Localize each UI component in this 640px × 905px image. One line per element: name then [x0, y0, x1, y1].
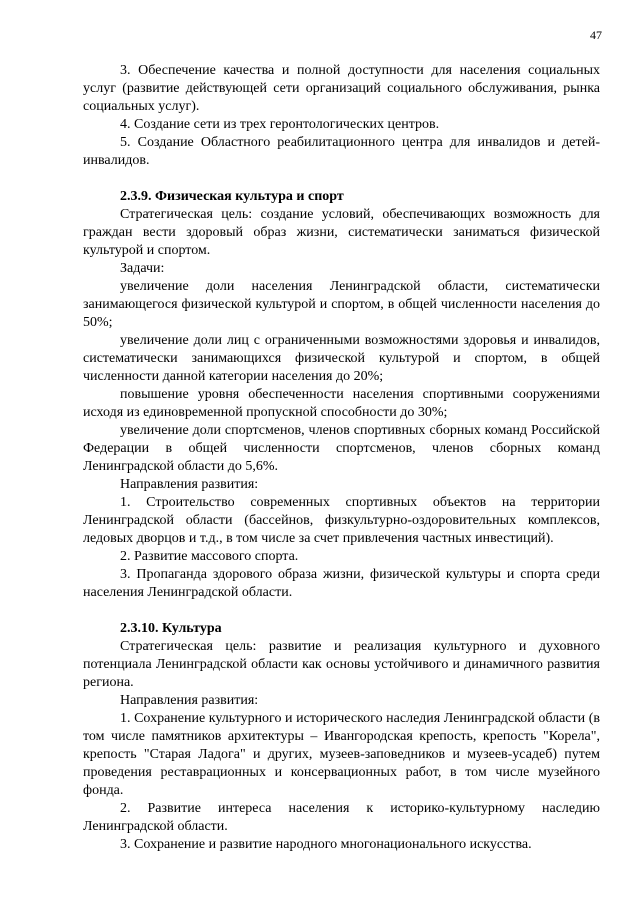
strategic-goal: Стратегическая цель: развитие и реализация культурного и духовного потенциала Ленинградской области как основы устойчивого и динамичного развития региона.: [83, 639, 600, 690]
list-item: повышение уровня обеспеченности населения спортивными сооружениями исходя из единовременной пропускной способности до 30%;: [83, 387, 600, 420]
list-item: 5. Создание Областного реабилитационного центра для инвалидов и детей-инвалидов.: [83, 135, 600, 168]
list-item: увеличение доли спортсменов, членов спортивных сборных команд Российской Федерации в общей численности спортсменов, членов сборных команд Ленинградской области до 5,6%.: [83, 423, 600, 474]
directions-label: Направления развития:: [120, 693, 259, 708]
strategic-goal: Стратегическая цель: создание условий, обеспечивающих возможность для граждан вести здоровый образ жизни, систематически заниматься физической культурой и спортом.: [83, 207, 600, 258]
page-number: 47: [590, 28, 602, 42]
list-item: 1. Строительство современных спортивных объектов на территории Ленинградской области (бассейнов, физкультурно-оздоровительных комплексов, ледовых дворцов и т.д., в том числе за счет привлечения частных инвестиций).: [83, 495, 600, 546]
list-item: 3. Сохранение и развитие народного многонационального искусства.: [120, 837, 532, 852]
section-heading-sport: 2.3.9. Физическая культура и спорт: [120, 189, 344, 204]
spacer: [83, 170, 600, 188]
list-item: 1. Сохранение культурного и исторического наследия Ленинградской области (в том числе памятников архитектуры – Ивангородская крепость, крепость "Корела", крепость "Старая Ладога" и других, музеев-заповедников и музеев-усадеб) путем проведения реставрационных и консервационных работ, в том числе музейного фонда.: [83, 711, 600, 798]
list-item: 3. Пропаганда здорового образа жизни, физической культуры и спорта среди населения Ленинградской области.: [83, 567, 600, 600]
list-item: 3. Обеспечение качества и полной доступности для населения социальных услуг (развитие действующей сети организаций социального обслуживания, рынка социальных услуг).: [83, 63, 600, 114]
section-heading-culture: 2.3.10. Культура: [120, 621, 222, 636]
tasks-label: Задачи:: [120, 261, 165, 276]
list-item: 2. Развитие интереса населения к историко-культурному наследию Ленинградской области.: [83, 801, 600, 834]
list-item: увеличение доли населения Ленинградской области, систематически занимающегося физической культурой и спортом, в общей численности населения до 50%;: [83, 279, 600, 330]
directions-label: Направления развития:: [120, 477, 259, 492]
document-body: [83, 62, 600, 854]
list-item: 4. Создание сети из трех геронтологических центров.: [120, 117, 440, 132]
list-item: увеличение доли лиц с ограниченными возможностями здоровья и инвалидов, систематически занимающихся физической культурой и спортом, в общей численности данной категории населения до 20%;: [83, 333, 600, 384]
list-item: 2. Развитие массового спорта.: [120, 549, 299, 564]
spacer: [83, 602, 600, 620]
